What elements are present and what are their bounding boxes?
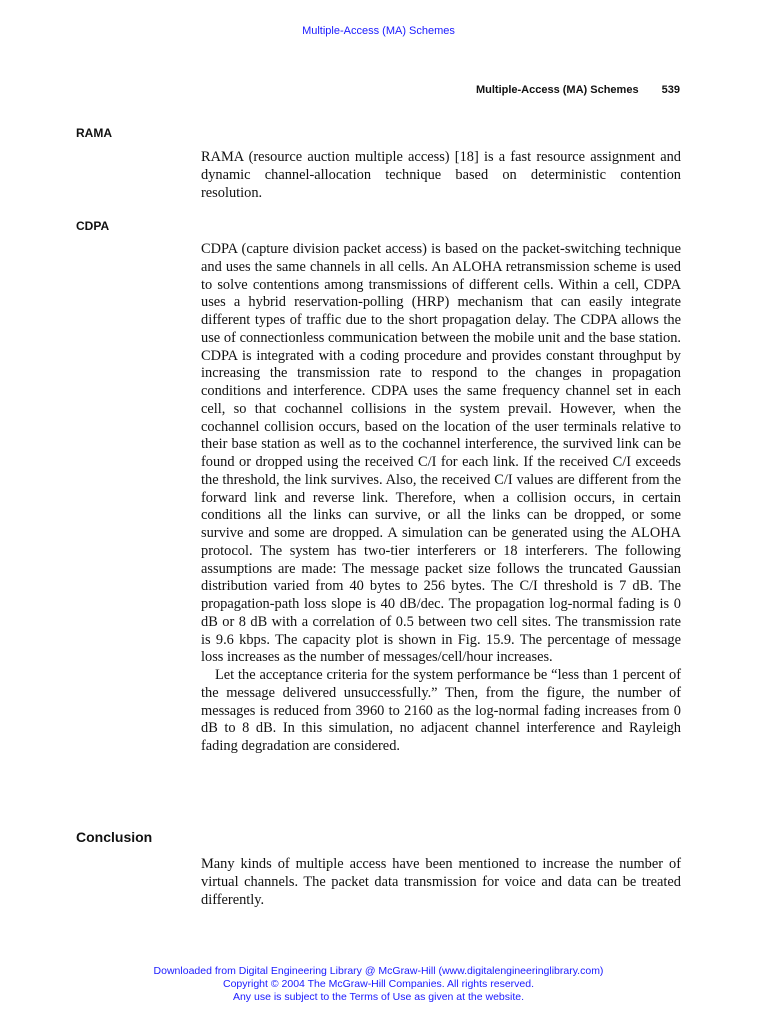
section-heading-cdpa: CDPA — [76, 219, 110, 233]
footer — [0, 965, 757, 1004]
running-head-title: Multiple-Access (MA) Schemes — [475, 84, 639, 96]
top-chapter-link[interactable]: Multiple-Access (MA) Schemes — [302, 25, 455, 37]
running-head — [476, 84, 680, 96]
page-number: 539 — [661, 84, 680, 96]
section-heading-conclusion: Conclusion — [76, 829, 153, 845]
cdpa-paragraph-2: Let the acceptance criteria for the system performance be “less than 1 percent of the message delivered unsuccessfully.” Then, from the figure, the number of messages is reduced from 3960 to 2160 as the log-normal fading increases from 0 dB to 8 dB. In this simulation, no adjacent channel interference and Rayleigh fading degradation are considered. — [201, 667, 681, 754]
section-body-conclusion — [201, 856, 681, 909]
section-body-rama — [201, 149, 681, 202]
conclusion-paragraph: Many kinds of multiple access have been mentioned to increase the number of virtual channels. The packet data transmission for voice and data can be treated differently. — [201, 856, 681, 908]
section-body-cdpa — [201, 241, 681, 756]
rama-paragraph: RAMA (resource auction multiple access) [18] is a fast resource assignment and dynamic channel-allocation technique based on deterministic contention resolution. — [201, 149, 681, 201]
footer-copyright: Copyright © 2004 The McGraw-Hill Companies. All rights reserved. — [223, 978, 534, 990]
cdpa-paragraph-1: CDPA (capture division packet access) is based on the packet-switching technique and uses the same channels in all cells. An ALOHA retransmission scheme is used to solve contentions among transmissions of different cells. Within a cell, CDPA uses a hybrid reservation-polling (HRP) mechanism that can easily integrate different types of traffic due to the short propagation delay. The CDPA allows the use of connectionless communication between the mobile unit and the base station. CDPA is integrated with a coding procedure and provides constant throughput by increasing the transmission rate to respond to the changes in propagation conditions and interference. CDPA uses the same frequency channel set in each cell, so that cochannel collisions in the system prevail. However, when the cochannel collision occurs, based on the location of the user terminals relative to their base station as well as to the cochannel interference, the survived link can be found or dropped using the received C/I for each link. If the received C/I exceeds the threshold, the link survives. Also, the received C/I values are different from the forward link and reverse link. Therefore, when a collision occurs, in certain conditions all the links can survive, or all the links can be dropped, or some survive and some are dropped. A simulation can be generated using the ALOHA protocol. The system has two-tier interferers or 18 interferers. The following assumptions are made: The message packet size follows the truncated Gaussian distribution varied from 40 bytes to 256 bytes. The C/I threshold is 7 dB. The propagation-path loss slope is 40 dB/dec. The propagation log-normal fading is 0 dB or 8 dB with a correlation of 0.5 between two cell sites. The transmission rate is 9.6 kbps. The capacity plot is shown in Fig. 15.9. The percentage of message loss increases as the number of messages/cell/hour increases. — [201, 241, 681, 666]
footer-terms-link[interactable]: Any use is subject to the Terms of Use as given at the website. — [232, 991, 525, 1003]
section-heading-rama: RAMA — [76, 126, 112, 140]
footer-download-link[interactable]: Downloaded from Digital Engineering Library @ McGraw-Hill (www.digitalengineeringlibrary.com) — [153, 965, 604, 977]
